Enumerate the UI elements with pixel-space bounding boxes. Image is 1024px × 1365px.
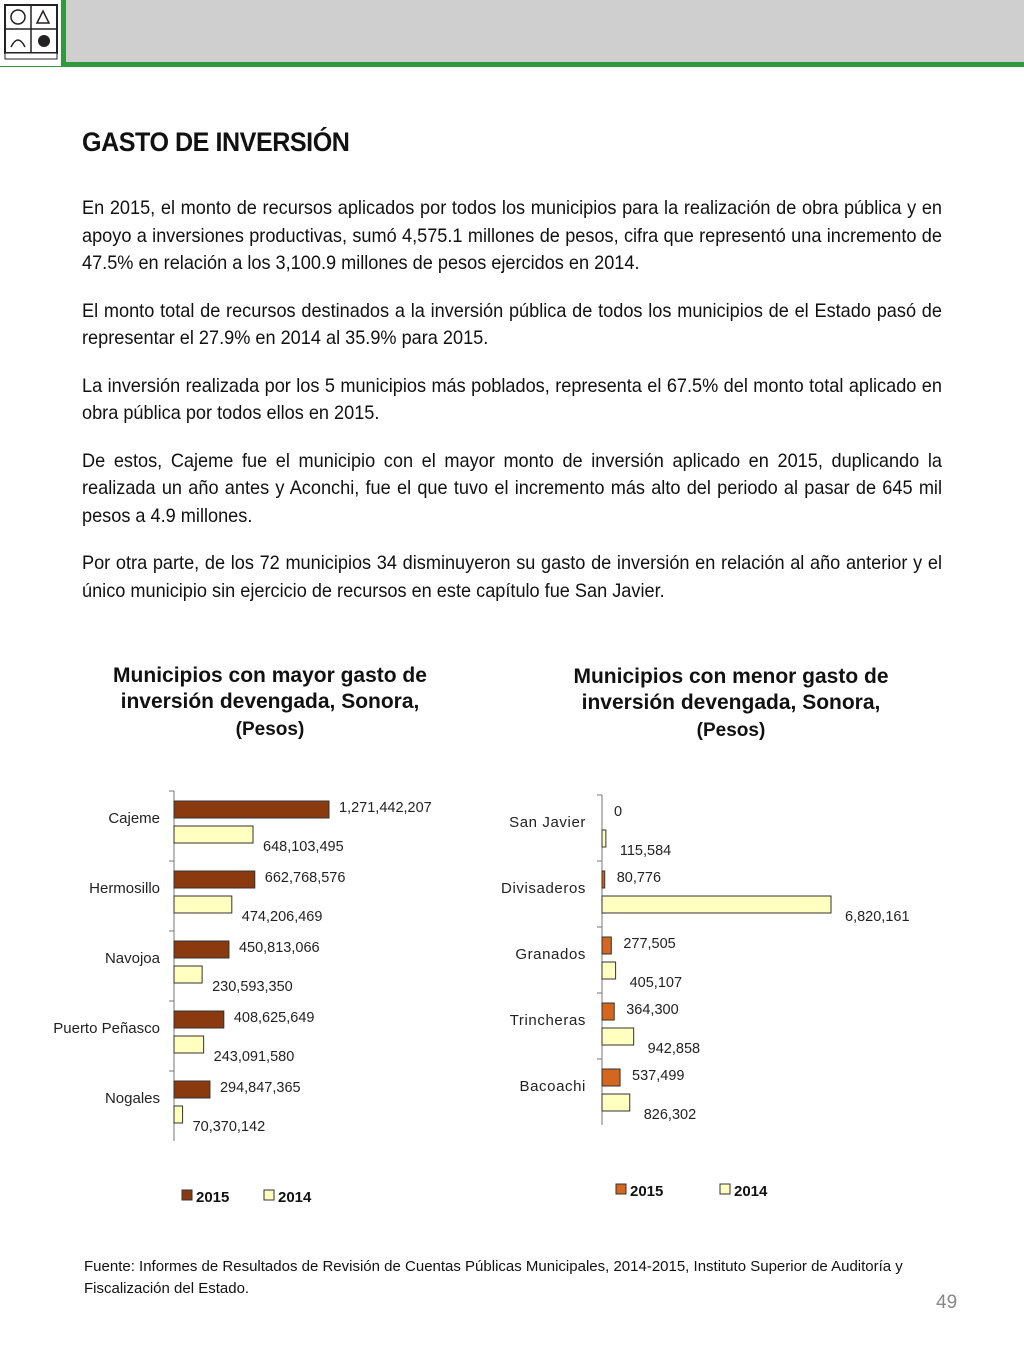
- data-label: 942,858: [647, 1041, 701, 1057]
- data-label: 70,370,142: [192, 1119, 266, 1135]
- paragraph: Por otra parte, de los 72 municipios 34 disminuyeron su gasto de inversión en relación al año anterior y el único municipio sin ejercicio de recursos en este capítulo fue San Javier.: [82, 552, 942, 602]
- data-label: 80,776: [616, 870, 662, 886]
- chart-unit: (Pesos): [235, 719, 305, 740]
- chart-title-text: Municipios con menor gasto de inversión devengada, Sonora,: [573, 665, 889, 714]
- bar-2015: [602, 1069, 620, 1086]
- legend-label: 2015: [630, 1183, 664, 1200]
- chart-mayor-gasto: [0, 770, 512, 1220]
- legend-label: 2014: [734, 1183, 768, 1200]
- chart-menor-gasto: [480, 770, 1024, 1220]
- category-label: Puerto Peñasco: [53, 1020, 160, 1037]
- chart-unit: (Pesos): [696, 720, 766, 741]
- category-label: Trincheras: [509, 1012, 586, 1029]
- bar-2015: [174, 1081, 210, 1098]
- paragraph: De estos, Cajeme fue el municipio con el mayor monto de inversión aplicado en 2015, duplicando la realizada un año antes y Aconchi, fue el que tuvo el incremento más alto del periodo al pasar de 645 mil pesos a 4.9 millones.: [82, 449, 942, 527]
- bar-2014: [174, 1106, 183, 1123]
- chart-title-mayor: [80, 663, 460, 743]
- data-label: 243,091,580: [213, 1049, 295, 1065]
- page-title: GASTO DE INVERSIÓN: [82, 127, 350, 157]
- bar-2014: [174, 826, 253, 843]
- data-label: 474,206,469: [241, 909, 323, 925]
- bar-2015: [602, 937, 611, 954]
- bar-2014: [174, 966, 202, 983]
- data-label: 537,499: [632, 1068, 685, 1084]
- data-label: 0: [614, 804, 623, 820]
- bar-2014: [602, 1094, 630, 1111]
- legend-swatch: [616, 1184, 626, 1194]
- legend-swatch: [182, 1190, 192, 1200]
- state-logo: [0, 0, 66, 66]
- source-footnote: Fuente: Informes de Resultados de Revisión de Cuentas Públicas Municipales, 2014-2015, Instituto Superior de Auditoría y Fiscalización del Estado.: [84, 1258, 903, 1297]
- data-label: 1,271,442,207: [339, 800, 432, 816]
- category-label: Divisaderos: [501, 880, 586, 897]
- category-label: Bacoachi: [519, 1078, 586, 1095]
- paragraph: En 2015, el monto de recursos aplicados por todos los municipios para la realización de obra pública y en apoyo a inversiones productivas, sumó 4,575.1 millones de pesos, cifra que representó una incremento de 47.5% en relación a los 3,100.9 millones de pesos ejercidos en 2014.: [82, 197, 942, 274]
- bar-2014: [602, 896, 831, 913]
- paragraph: La inversión realizada por los 5 municipios más poblados, representa el 67.5% del monto total aplicado en obra pública por todos ellos en 2015.: [82, 374, 942, 424]
- state-seal-icon: [3, 3, 59, 61]
- bar-2015: [174, 1011, 224, 1028]
- category-label: Cajeme: [108, 810, 160, 827]
- page-number: 49: [936, 1292, 958, 1313]
- bar-2014: [174, 896, 232, 913]
- category-label: Hermosillo: [89, 880, 160, 897]
- data-label: 364,300: [626, 1002, 679, 1018]
- bar-2014: [602, 1028, 634, 1045]
- category-label: Nogales: [104, 1090, 160, 1107]
- bar-2014: [602, 962, 616, 979]
- data-label: 294,847,365: [219, 1080, 301, 1096]
- data-label: 6,820,161: [845, 909, 910, 925]
- data-label: 277,505: [623, 936, 676, 952]
- legend-label: 2014: [278, 1189, 312, 1206]
- bar-2014: [602, 830, 606, 847]
- legend-label: 2015: [196, 1189, 230, 1206]
- bar-2014: [174, 1036, 204, 1053]
- category-label: Granados: [515, 946, 586, 963]
- data-label: 115,584: [619, 843, 672, 859]
- bar-2015: [602, 1003, 614, 1020]
- legend-swatch: [264, 1190, 274, 1200]
- data-label: 648,103,495: [263, 839, 344, 855]
- bar-2015: [174, 871, 255, 888]
- data-label: 230,593,350: [212, 979, 293, 995]
- bar-2015: [174, 941, 229, 958]
- data-label: 826,302: [643, 1107, 697, 1123]
- legend-swatch: [720, 1184, 730, 1194]
- bar-2015: [174, 801, 329, 818]
- chart-title-text: Municipios con mayor gasto de inversión devengada, Sonora,: [113, 664, 427, 713]
- header-green-rule: [0, 62, 1024, 67]
- body-text: [82, 195, 942, 625]
- data-label: 405,107: [629, 975, 683, 991]
- data-label: 408,625,649: [233, 1010, 315, 1026]
- bar-2015: [602, 871, 605, 888]
- data-label: 662,768,576: [264, 870, 346, 886]
- category-label: San Javier: [509, 814, 586, 831]
- category-label: Navojoa: [104, 950, 160, 967]
- paragraph: El monto total de recursos destinados a la inversión pública de todos los municipios de el Estado pasó de representar el 27.9% en 2014 al 35.9% para 2015.: [82, 299, 942, 349]
- data-label: 450,813,066: [238, 940, 320, 956]
- chart-title-menor: [545, 664, 917, 744]
- header-bar: [0, 0, 1024, 62]
